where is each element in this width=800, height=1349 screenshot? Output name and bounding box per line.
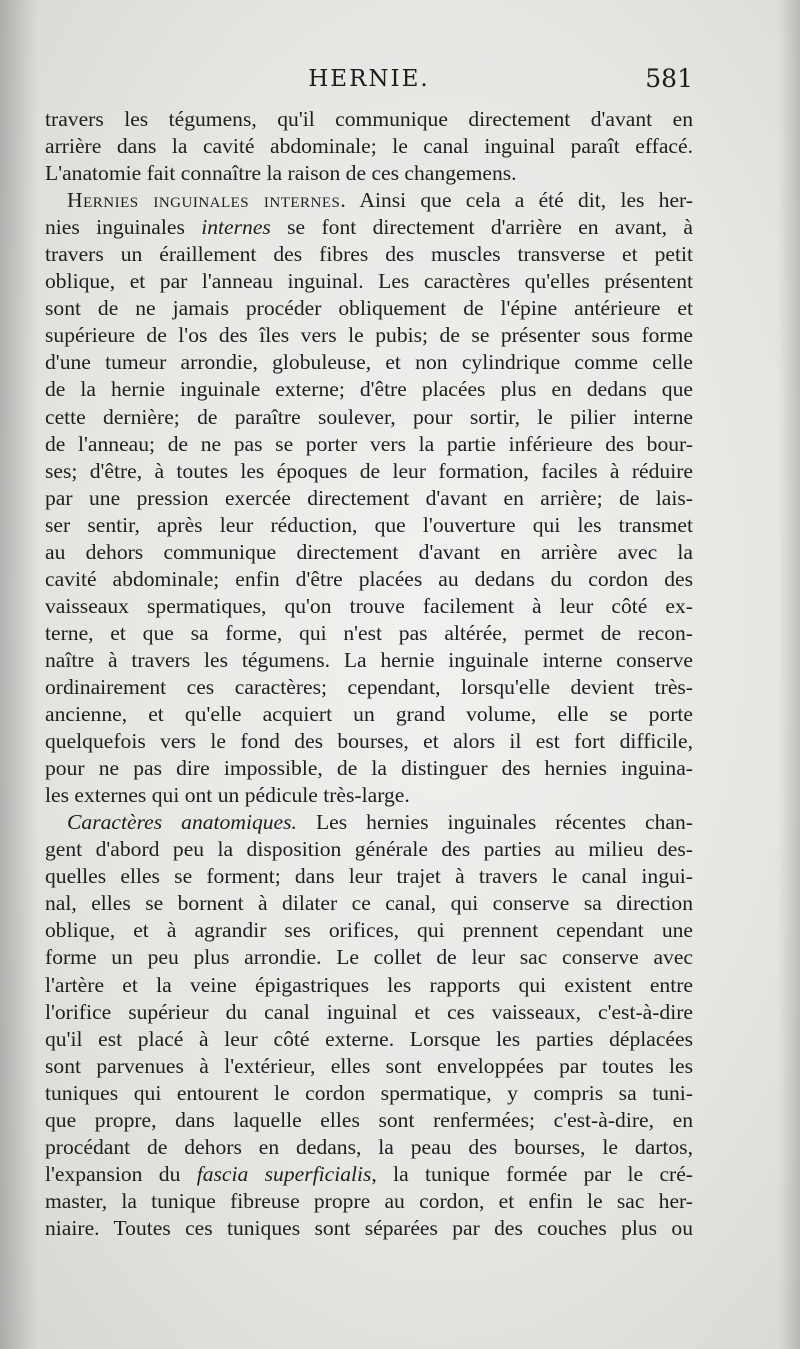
text-line: vaisseaux spermatiques, qu'on trouve facilement à leur côté ex- <box>45 593 693 618</box>
text-fragment: , la tunique formée par le cré- <box>371 1161 693 1186</box>
text-line: ancienne, et qu'elle acquiert un grand volume, elle se porte <box>45 702 693 727</box>
subsection-heading: Caractères anatomiques. <box>67 810 297 835</box>
text-line: quelles elles se forment; dans leur trajet à travers le canal ingui- <box>45 864 693 889</box>
text-line: l'artère et la veine épigastriques les rapports qui existent entre <box>45 972 693 997</box>
text-line: supérieure de l'os des îles vers le pubis; de se présenter sous forme <box>45 323 693 348</box>
text-line: naître à travers les tégumens. La hernie inguinale interne conserve <box>45 647 693 672</box>
text-fragment: l'expansion du <box>45 1161 181 1186</box>
running-title: HERNIE. <box>308 66 430 92</box>
text-line: ses; d'être, à toutes les époques de leur formation, faciles à réduire <box>45 458 693 483</box>
page-header <box>45 62 693 102</box>
paragraph-start-line <box>45 809 693 836</box>
section-heading-line <box>45 187 693 214</box>
text-line: nal, elles se bornent à dilater ce canal, qui conserve sa direction <box>45 891 693 916</box>
body-text <box>45 106 693 1242</box>
page-number: 581 <box>645 64 693 93</box>
text-line: procédant de dehors en dedans, la peau des bourses, le dartos, <box>45 1134 693 1159</box>
text-line: ordinairement ces caractères; cependant, lorsqu'elle devient très- <box>45 674 693 699</box>
text-line: cette dernière; de paraître soulever, pour sortir, le pilier interne <box>45 404 693 429</box>
text-line: gent d'abord peu la disposition générale des parties au milieu des- <box>45 837 693 862</box>
text-line <box>45 1161 693 1188</box>
text-line: terne, et que sa forme, qui n'est pas altérée, permet de recon- <box>45 620 693 645</box>
text-line: travers les tégumens, qu'il communique directement d'avant en <box>45 107 693 131</box>
text-line: niaire. Toutes ces tuniques sont séparées par des couches plus ou <box>45 1215 693 1240</box>
text-line: ser sentir, après leur réduction, que l'ouverture qui les transmet <box>45 512 693 537</box>
text-fragment: Ainsi que cela a été dit, les her- <box>359 188 693 213</box>
text-fragment: Les hernies inguinales récentes chan- <box>315 810 693 835</box>
text-line: master, la tunique fibreuse propre au cordon, et enfin le sac her- <box>45 1188 693 1213</box>
text-line <box>45 214 693 241</box>
text-line: L'anatomie fait connaître la raison de ces changemens. <box>45 161 517 186</box>
text-line: de la hernie inguinale externe; d'être placées plus en dedans que <box>45 377 693 402</box>
text-fragment: se font directement d'arrière en avant, à <box>287 215 693 240</box>
text-line: sont parvenues à l'extérieur, elles sont enveloppées par toutes les <box>45 1053 693 1078</box>
text-line: arrière dans la cavité abdominale; le canal inguinal paraît effacé. <box>45 134 693 159</box>
text-line: oblique, et par l'anneau inguinal. Les caractères qu'elles présentent <box>45 269 693 294</box>
text-line: tuniques qui entourent le cordon spermatique, y compris sa tuni- <box>45 1080 693 1105</box>
text-line: l'orifice supérieur du canal inguinal et ces vaisseaux, c'est-à-dire <box>45 999 693 1024</box>
text-line: forme un peu plus arrondie. Le collet de leur sac conserve avec <box>45 945 693 970</box>
text-line: sont de ne jamais procéder obliquement de l'épine antérieure et <box>45 296 693 321</box>
text-line: d'une tumeur arrondie, globuleuse, et non cylindrique comme celle <box>45 350 693 375</box>
text-fragment: nies inguinales <box>45 215 185 240</box>
text-line: quelquefois vers le fond des bourses, et alors il est fort difficile, <box>45 729 693 754</box>
text-line: cavité abdominale; enfin d'être placées au dedans du cordon des <box>45 566 693 591</box>
text-line: travers un éraillement des fibres des muscles transverse et petit <box>45 242 693 267</box>
emphasis-text: fascia superficialis <box>196 1161 372 1186</box>
text-line: que propre, dans laquelle elles sont renfermées; c'est-à-dire, en <box>45 1107 693 1132</box>
text-line: qu'il est placé à leur côté externe. Lorsque les parties déplacées <box>45 1026 693 1051</box>
emphasis-text: internes <box>201 215 271 240</box>
text-line: pour ne pas dire impossible, de la distinguer des hernies inguina- <box>45 756 693 781</box>
text-line: par une pression exercée directement d'avant en arrière; de lais- <box>45 485 693 510</box>
section-heading: Hernies inguinales internes. <box>67 188 347 213</box>
text-line: oblique, et à agrandir ses orifices, qui prennent cependant une <box>45 918 693 943</box>
text-line: les externes qui ont un pédicule très-large. <box>45 783 410 808</box>
text-line: de l'anneau; de ne pas se porter vers la partie inférieure des bour- <box>45 431 693 456</box>
text-line: au dehors communique directement d'avant en arrière avec la <box>45 539 693 564</box>
